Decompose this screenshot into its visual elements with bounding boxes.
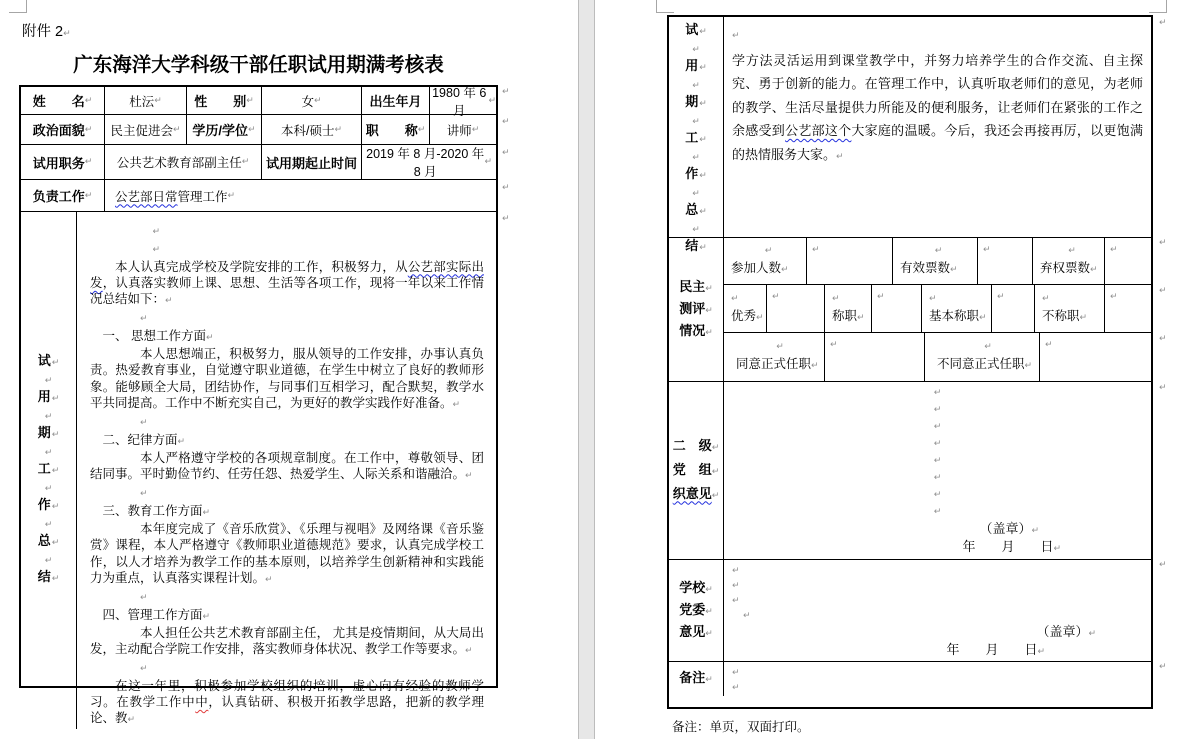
paragraph-mark: ↵ bbox=[1159, 286, 1167, 296]
gender-value-cell[interactable]: 女 ↵ bbox=[262, 87, 362, 114]
paragraph-mark: ↵ bbox=[502, 117, 510, 127]
probation-summary-text-page2[interactable]: ↵ 学方法灵活运用到课堂教学中，并努力培养学生的合作交流、自主探究、勇于创新的能力。在管理工作中，认真听取老师们的意见，为老师的教学、生活尽量提供力所能及的便利服务，让老师们在紧张的工作之余感受到公艺部这个大家庭的温暖。今后，我还会再接再厉，以更饱满的热情服务大家。↵ bbox=[732, 31, 1143, 162]
duty-label-cell: 负责工作 ↵ bbox=[21, 180, 105, 211]
grade-competent-label-cell: ↵ 称职↵ bbox=[825, 285, 872, 332]
post-label-cell: 试用职务 ↵ bbox=[21, 145, 105, 179]
assessment-form-table-page2 bbox=[667, 15, 1153, 709]
name-value-cell[interactable]: 杜沄 ↵ bbox=[105, 87, 187, 114]
abstain-votes-label-cell: ↵ 弃权票数↵ bbox=[1033, 238, 1105, 284]
birth-label-cell: 出生年月 bbox=[362, 87, 430, 114]
school-committee-seal-placeholder: （盖章）↵ bbox=[1036, 624, 1096, 639]
paragraph-mark: ↵ bbox=[1159, 560, 1167, 570]
row-remarks bbox=[669, 662, 1151, 696]
disagree-appointment-label-cell: ↵ 不同意正式任职↵ bbox=[925, 333, 1040, 381]
political-value-cell[interactable]: 民主促进会 ↵ bbox=[105, 115, 187, 144]
grade-excellent-label-cell: ↵ 优秀↵ bbox=[724, 285, 767, 332]
participants-label-cell: ↵ 参加人数↵ bbox=[724, 238, 807, 284]
row-name-gender-birth bbox=[21, 85, 496, 118]
school-committee-opinion-body[interactable] bbox=[724, 560, 1151, 661]
row-probation-summary bbox=[21, 212, 496, 729]
post-value-cell[interactable]: 公共艺术教育部副主任 ↵ bbox=[105, 145, 262, 179]
row-democratic-evaluation bbox=[669, 238, 1151, 382]
name-label-cell: 姓 名 ↵ bbox=[21, 87, 105, 114]
duty-value-cell[interactable]: 公艺部日常 管理工作 ↵ bbox=[115, 189, 236, 204]
margin-corner-mark bbox=[9, 0, 27, 13]
form-title: 广东海洋大学科级干部任职试用期满考核表 bbox=[73, 54, 444, 76]
paragraph-mark: ↵ bbox=[502, 214, 510, 224]
paragraph-mark: ↵ bbox=[502, 183, 510, 193]
period-label-cell: 试用期起止时间 bbox=[262, 145, 362, 179]
participants-value-cell[interactable]: ↵ bbox=[807, 238, 893, 284]
page-gap bbox=[578, 0, 595, 739]
title-value-cell[interactable]: 讲师 ↵ bbox=[446, 123, 480, 138]
political-label-cell: 政治面貌 ↵ bbox=[21, 115, 105, 144]
row-post-period bbox=[21, 145, 496, 180]
probation-summary-label-column: 试↵ ↵ 用↵ ↵ 期↵ ↵ 工↵ ↵ 作↵ ↵ 总↵ ↵ 结↵ bbox=[669, 17, 724, 237]
paragraph-mark: ↵ bbox=[1159, 334, 1167, 344]
grade-competent-value-cell[interactable]: ↵ bbox=[872, 285, 922, 332]
democratic-evaluation-grid bbox=[724, 238, 1151, 381]
party-org-opinion-body[interactable] bbox=[724, 382, 1151, 559]
probation-summary-label-column: 试↵ ↵ 用↵ ↵ 期↵ ↵ 工↵ ↵ 作↵ ↵ 总↵ ↵ 结↵ bbox=[21, 212, 77, 729]
paragraph-mark: ↵ bbox=[1159, 238, 1167, 248]
paragraph-mark: ↵ bbox=[1159, 383, 1167, 393]
attachment-label: 附件 2↵ bbox=[22, 24, 71, 40]
agree-appointment-value-cell[interactable]: ↵ bbox=[825, 333, 925, 381]
remarks-label: 备注↵ bbox=[669, 662, 724, 696]
party-org-date-placeholder: 年 月 日↵ bbox=[962, 539, 1061, 554]
paragraph-mark: ↵ bbox=[1159, 662, 1167, 672]
grade-incompetent-label-cell: ↵ 不称职↵ bbox=[1035, 285, 1105, 332]
row-school-committee-opinion bbox=[669, 560, 1151, 662]
row-party-org-opinion bbox=[669, 382, 1151, 560]
agree-appointment-label-cell: ↵ 同意正式任职↵ bbox=[724, 333, 825, 381]
valid-votes-value-cell[interactable]: ↵ bbox=[978, 238, 1033, 284]
margin-corner-mark bbox=[1149, 0, 1167, 13]
education-value-cell[interactable]: 本科/硕士 ↵ bbox=[262, 115, 362, 144]
party-org-seal-placeholder: （盖章）↵ bbox=[979, 521, 1039, 536]
footer-print-note: 备注：单页，双面打印。 bbox=[672, 720, 810, 734]
democratic-evaluation-label: 民主↵ 测评↵ 情况↵ bbox=[669, 238, 724, 381]
valid-votes-label-cell: ↵ 有效票数↵ bbox=[893, 238, 978, 284]
paragraph-mark: ↵ bbox=[502, 148, 510, 158]
row-probation-summary-continued bbox=[669, 17, 1151, 253]
school-committee-date-placeholder: 年 月 日↵ bbox=[946, 642, 1045, 657]
row-duty bbox=[21, 180, 496, 212]
grade-basic-competent-label-cell: ↵ 基本称职↵ bbox=[922, 285, 992, 332]
period-value-cell[interactable]: 2019 年 8 月-2020 年 8 月 ↵ bbox=[366, 147, 492, 179]
party-org-opinion-label: 二 级↵ 党 组↵ 织意见↵ bbox=[669, 382, 724, 559]
empty-paragraph-marks: ↵ ↵ ↵ ↵ bbox=[732, 566, 751, 621]
school-committee-opinion-label: 学校↵ 党委↵ 意见↵ bbox=[669, 560, 724, 661]
birth-value-cell[interactable]: 1980 年 6 月 ↵ bbox=[432, 85, 496, 118]
row-political-education-title bbox=[21, 115, 496, 145]
assessment-form-table-page1 bbox=[19, 85, 498, 726]
remarks-body[interactable]: ↵ ↵ bbox=[732, 668, 740, 693]
disagree-appointment-value-cell[interactable]: ↵ bbox=[1045, 340, 1053, 350]
grade-basic-competent-value-cell[interactable]: ↵ bbox=[992, 285, 1035, 332]
paragraph-mark: ↵ bbox=[1159, 18, 1167, 28]
empty-paragraph-marks: ↵ ↵ ↵ ↵ ↵ ↵ ↵ ↵ bbox=[933, 388, 942, 517]
abstain-votes-value-cell[interactable]: ↵ bbox=[1110, 245, 1118, 255]
grade-excellent-value-cell[interactable]: ↵ bbox=[767, 285, 825, 332]
margin-corner-mark bbox=[656, 0, 674, 13]
gender-label-cell: 性 别 ↵ bbox=[187, 87, 262, 114]
education-label-cell: 学历/学位 ↵ bbox=[187, 115, 262, 144]
paragraph-mark: ↵ bbox=[502, 87, 510, 97]
title-label-cell: 职 称 ↵ bbox=[362, 115, 430, 144]
probation-summary-text-page1[interactable]: ↵ ↵ 本人认真完成学校及学院安排的工作，积极努力，从公艺部实际出发，认真落实教师上课、思想、生活等各项工作，现将一年以来工作情况总结如下：↵ ↵ 一、 思想工作方面↵ 本人思想端正，积极努力，服从领导的工作安排，办事认真负责。热爱教育事业，自觉遵守职业道德，在学生中树立了良好的教师形象。能够顾全大局，团结协作，与同事们互相学习，配合默契，教学水平共同提高。工作中不断充实自己，为更好的教学实践作好准备。↵ ↵ 二、纪律方面↵ 本人严格遵守学校的各项规章制度。在工作中，尊敬领导、团结同事。平时勤俭节约、任劳任怨、热爱学生、人际关系和谐融洽。↵ ↵ 三、教育工作方面↵ 本年度完成了《音乐欣赏》、《乐理与视唱》及网络课《音乐鉴赏》课程，本人严格遵守《教师职业道德规范》要求，认真完成学校工作，以人才培养为教学工作的基本原则，以培养学生创新精神和实践能力为重点，认真落实课程计划。↵ ↵ 四、管理工作方面↵ 本人担任公共艺术教育部副主任， 尤其是疫情期间，从大局出发，主动配合学院工作安排，落实教师身体状况、教学工作等要求。↵ ↵ 在这一年里，积极参加学校组织的培训，虚心向有经验的教师学习。在教学工作中中，认真钻研、积极开拓教学思路，把新的教学理论、教↵ bbox=[90, 227, 484, 726]
grade-incompetent-value-cell[interactable]: ↵ bbox=[1110, 292, 1118, 302]
